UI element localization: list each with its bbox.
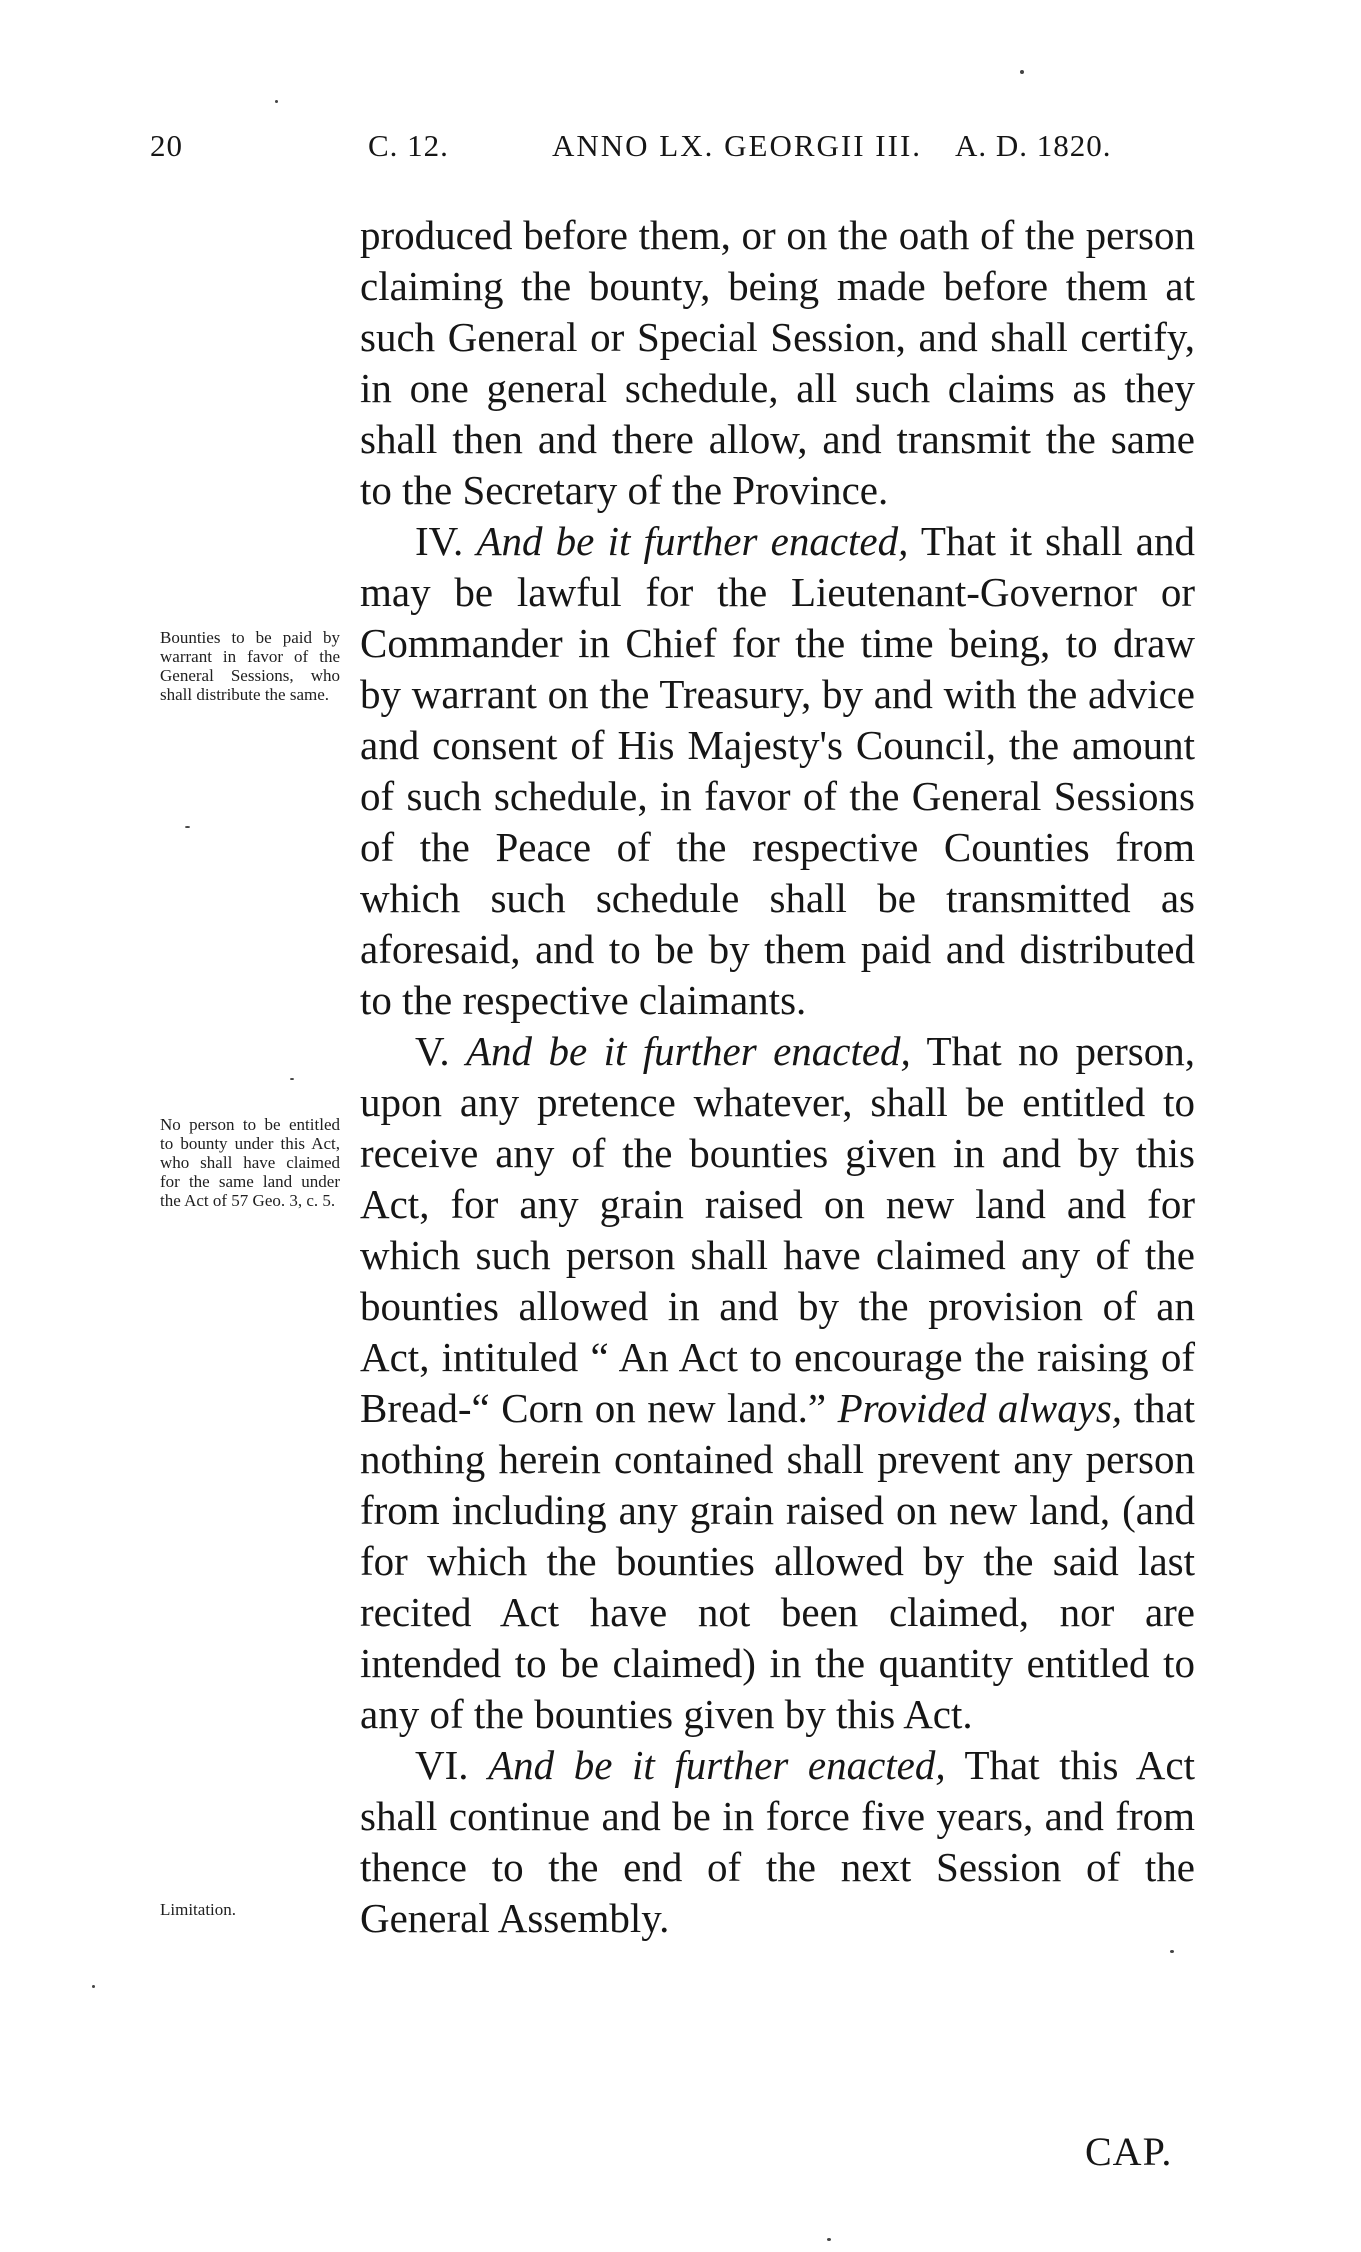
chapter-number: C. 12.	[368, 128, 449, 163]
scan-speck	[185, 826, 190, 828]
section-text-continued: that nothing herein contained shall prevent any person from including any grain raised on new land, (and for which the bounties allowed by the said last recited Act have not been claimed, nor are intended to be claimed) in the quantity entitled to any of the bounties given by this Act.	[360, 1385, 1196, 1737]
opening-paragraph: produced before them, or on the oath of the person claiming the bounty, being made before them at such General or Special Session, and shall certify, in one general schedule, all such claims as they shall then and there allow, and transmit the same to the Secretary of the Province.	[360, 212, 1195, 513]
scan-speck	[290, 1078, 294, 1080]
scan-speck	[275, 100, 278, 103]
section-text: That it shall and may be lawful for the Lieutenant-Governor or Commander in Chief for the time being, to draw by warrant on the Treasury, by and with the advice and consent of His Majesty's Council, the amount of such schedule, in favor of the General Sessions of the Peace of the respective Counties from which such schedule shall be transmitted as aforesaid, and to be by them paid and distributed to the respective claimants.	[360, 518, 1196, 1023]
section-iv	[360, 516, 1195, 1026]
regnal-year: ANNO LX. GEORGII III.	[552, 128, 923, 163]
page-number: 20	[150, 128, 183, 163]
section-number: IV.	[415, 518, 464, 564]
calendar-year: A. D. 1820.	[955, 128, 1112, 163]
section-vi	[360, 1740, 1195, 1944]
proviso-clause: Provided always,	[837, 1385, 1123, 1431]
catchword: CAP.	[1085, 2129, 1173, 2174]
margin-note-section-vi: Limitation.	[160, 1900, 237, 1919]
scan-speck	[827, 2238, 831, 2241]
section-v	[360, 1026, 1195, 1740]
margin-note-section-iv: Bounties to be paid by warrant in favor of the General Sessions, who shall distribute the same.	[160, 628, 340, 704]
section-number: V.	[415, 1028, 450, 1074]
section-number: VI.	[415, 1742, 469, 1788]
margin-note-section-v: No person to be entitled to bounty under this Act, who shall have claimed for the same land under the Act of 57 Geo. 3, c. 5.	[160, 1115, 340, 1210]
enacting-clause: And be it further enacted,	[466, 1028, 911, 1074]
section-text: That no person, upon any pretence whatever, shall be entitled to receive any of the bounties given in and by this Act, for any grain raised on new land and for which such person shall have claimed any of the bounties allowed in and by the provision of an Act, intituled “ An Act to encourage the raising of Bread-“ Corn on new land.”	[360, 1028, 1195, 1431]
enacting-clause: And be it further enacted,	[476, 518, 909, 564]
enacting-clause: And be it further enacted,	[488, 1742, 946, 1788]
section-text: That this Act shall continue and be in force five years, and from thence to the end of the next Session of the General Assembly.	[360, 1742, 1195, 1941]
scan-speck	[92, 1985, 95, 1988]
main-text-column	[360, 210, 1195, 1944]
scan-speck	[1170, 1950, 1174, 1953]
scan-speck	[1020, 70, 1024, 74]
running-header	[150, 128, 1200, 172]
